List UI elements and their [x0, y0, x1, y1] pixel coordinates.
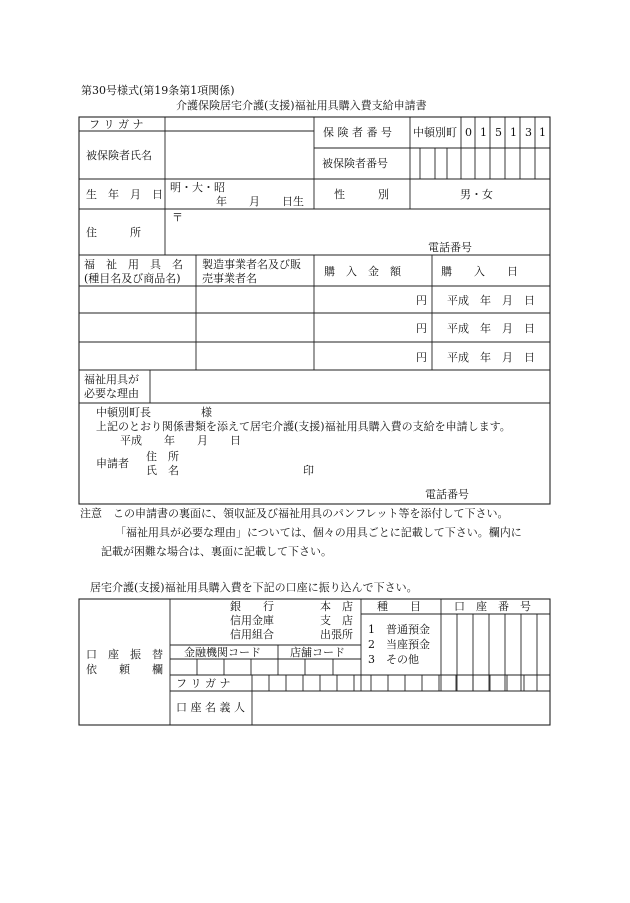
- account-holder-label: 口 座 名 義 人: [176, 701, 245, 714]
- amount-header: 購 入 金 額: [324, 265, 401, 278]
- applicant-name-label: 氏 名: [146, 464, 179, 477]
- maker-header: 製造事業者名及び販: [202, 258, 301, 271]
- insurer-digit: 3: [525, 126, 532, 139]
- yen-unit: 円: [416, 322, 427, 335]
- bank-type: 信用組合: [230, 628, 274, 641]
- applicant-label: 申請者: [96, 457, 129, 470]
- institution-code-label: 金融機関コード: [184, 646, 261, 659]
- insurer-digit: 1: [480, 126, 487, 139]
- note-line: 記載が困難な場合は、裏面に記載して下さい。: [101, 545, 332, 558]
- form-title: 介護保険居宅介護(支援)福祉用具購入費支給申請書: [176, 99, 427, 112]
- branch-type: 本 店: [320, 600, 353, 613]
- reason-label: 福祉用具が: [84, 373, 139, 386]
- reason-label-2: 必要な理由: [84, 387, 139, 400]
- date-header: 購 入 日: [441, 265, 518, 278]
- item-name-header: 福 祉 用 具 名: [84, 258, 183, 271]
- account-kind-option: 2 当座預金: [368, 638, 430, 651]
- yen-unit: 円: [416, 351, 427, 364]
- insurer-name: 中頓別町: [413, 126, 457, 139]
- applicant-phone-label: 電話番号: [425, 488, 469, 501]
- insurer-digit: 5: [495, 126, 502, 139]
- applicant-address-label: 住 所: [146, 450, 179, 463]
- account-kind-option: 1 普通預金: [368, 623, 430, 636]
- insurer-digit: 1: [539, 126, 546, 139]
- insurer-digit: 1: [510, 126, 517, 139]
- dob-date-units: 年 月 日生: [216, 195, 304, 208]
- branch-type: 支 店: [320, 614, 353, 627]
- bank-type: 銀 行: [230, 600, 274, 613]
- application-statement: 上記のとおり関係書類を添えて居宅介護(支援)福祉用具購入費の支給を申請します。: [96, 420, 511, 433]
- phone-label: 電話番号: [428, 241, 472, 254]
- bank-section-label-2: 依 頼 欄: [86, 663, 163, 676]
- note-line: 注意 この申請書の裏面に、領収証及び福祉用具のパンフレット等を添付して下さい。: [80, 507, 509, 520]
- bank-intro: 居宅介護(支援)福祉用具購入費を下記の口座に振り込んで下さい。: [90, 581, 418, 594]
- honorific: 様: [201, 406, 212, 419]
- purchase-date: 平成 年 月 日: [447, 322, 535, 335]
- addressee: 中頓別町長: [96, 406, 151, 419]
- insured-number-label: 被保険者番号: [322, 157, 388, 170]
- insurer-digit: 0: [465, 126, 472, 139]
- sex-label: 性 別: [334, 188, 389, 201]
- seal-mark: 印: [303, 464, 314, 477]
- account-number-label: 口 座 番 号: [454, 600, 531, 613]
- form-number: 第30号様式(第19条第1項関係): [81, 84, 235, 97]
- holder-furigana-label: フ リ ガ ナ: [176, 677, 231, 690]
- dob-label: 生 年 月 日: [86, 188, 163, 201]
- branch-type: 出張所: [320, 628, 353, 641]
- application-date: 平成 年 月 日: [120, 434, 241, 447]
- address-label: 住 所: [86, 226, 141, 239]
- sex-options: 男・女: [460, 188, 493, 201]
- branch-code-label: 店舗コード: [290, 646, 345, 659]
- era-options: 明・大・昭: [170, 181, 225, 194]
- furigana-label: フ リ ガ ナ: [89, 118, 144, 131]
- item-name-subheader: (種目名及び商品名): [84, 272, 181, 285]
- purchase-date: 平成 年 月 日: [447, 351, 535, 364]
- account-kind-option: 3 その他: [368, 653, 419, 666]
- bank-type: 信用金庫: [230, 614, 274, 627]
- insured-name-label: 被保険者氏名: [86, 149, 152, 162]
- insurer-number-label: 保 険 者 番 号: [323, 126, 392, 139]
- bank-section-label: 口 座 振 替: [86, 648, 163, 661]
- account-kind-label: 種 目: [377, 600, 421, 613]
- maker-subheader: 売事業者名: [202, 272, 257, 285]
- postal-mark: 〒: [172, 211, 183, 224]
- note-line: 「福祉用具が必要な理由」については、個々の用具ごとに記載して下さい。欄内に: [115, 526, 522, 539]
- yen-unit: 円: [416, 294, 427, 307]
- purchase-date: 平成 年 月 日: [447, 294, 535, 307]
